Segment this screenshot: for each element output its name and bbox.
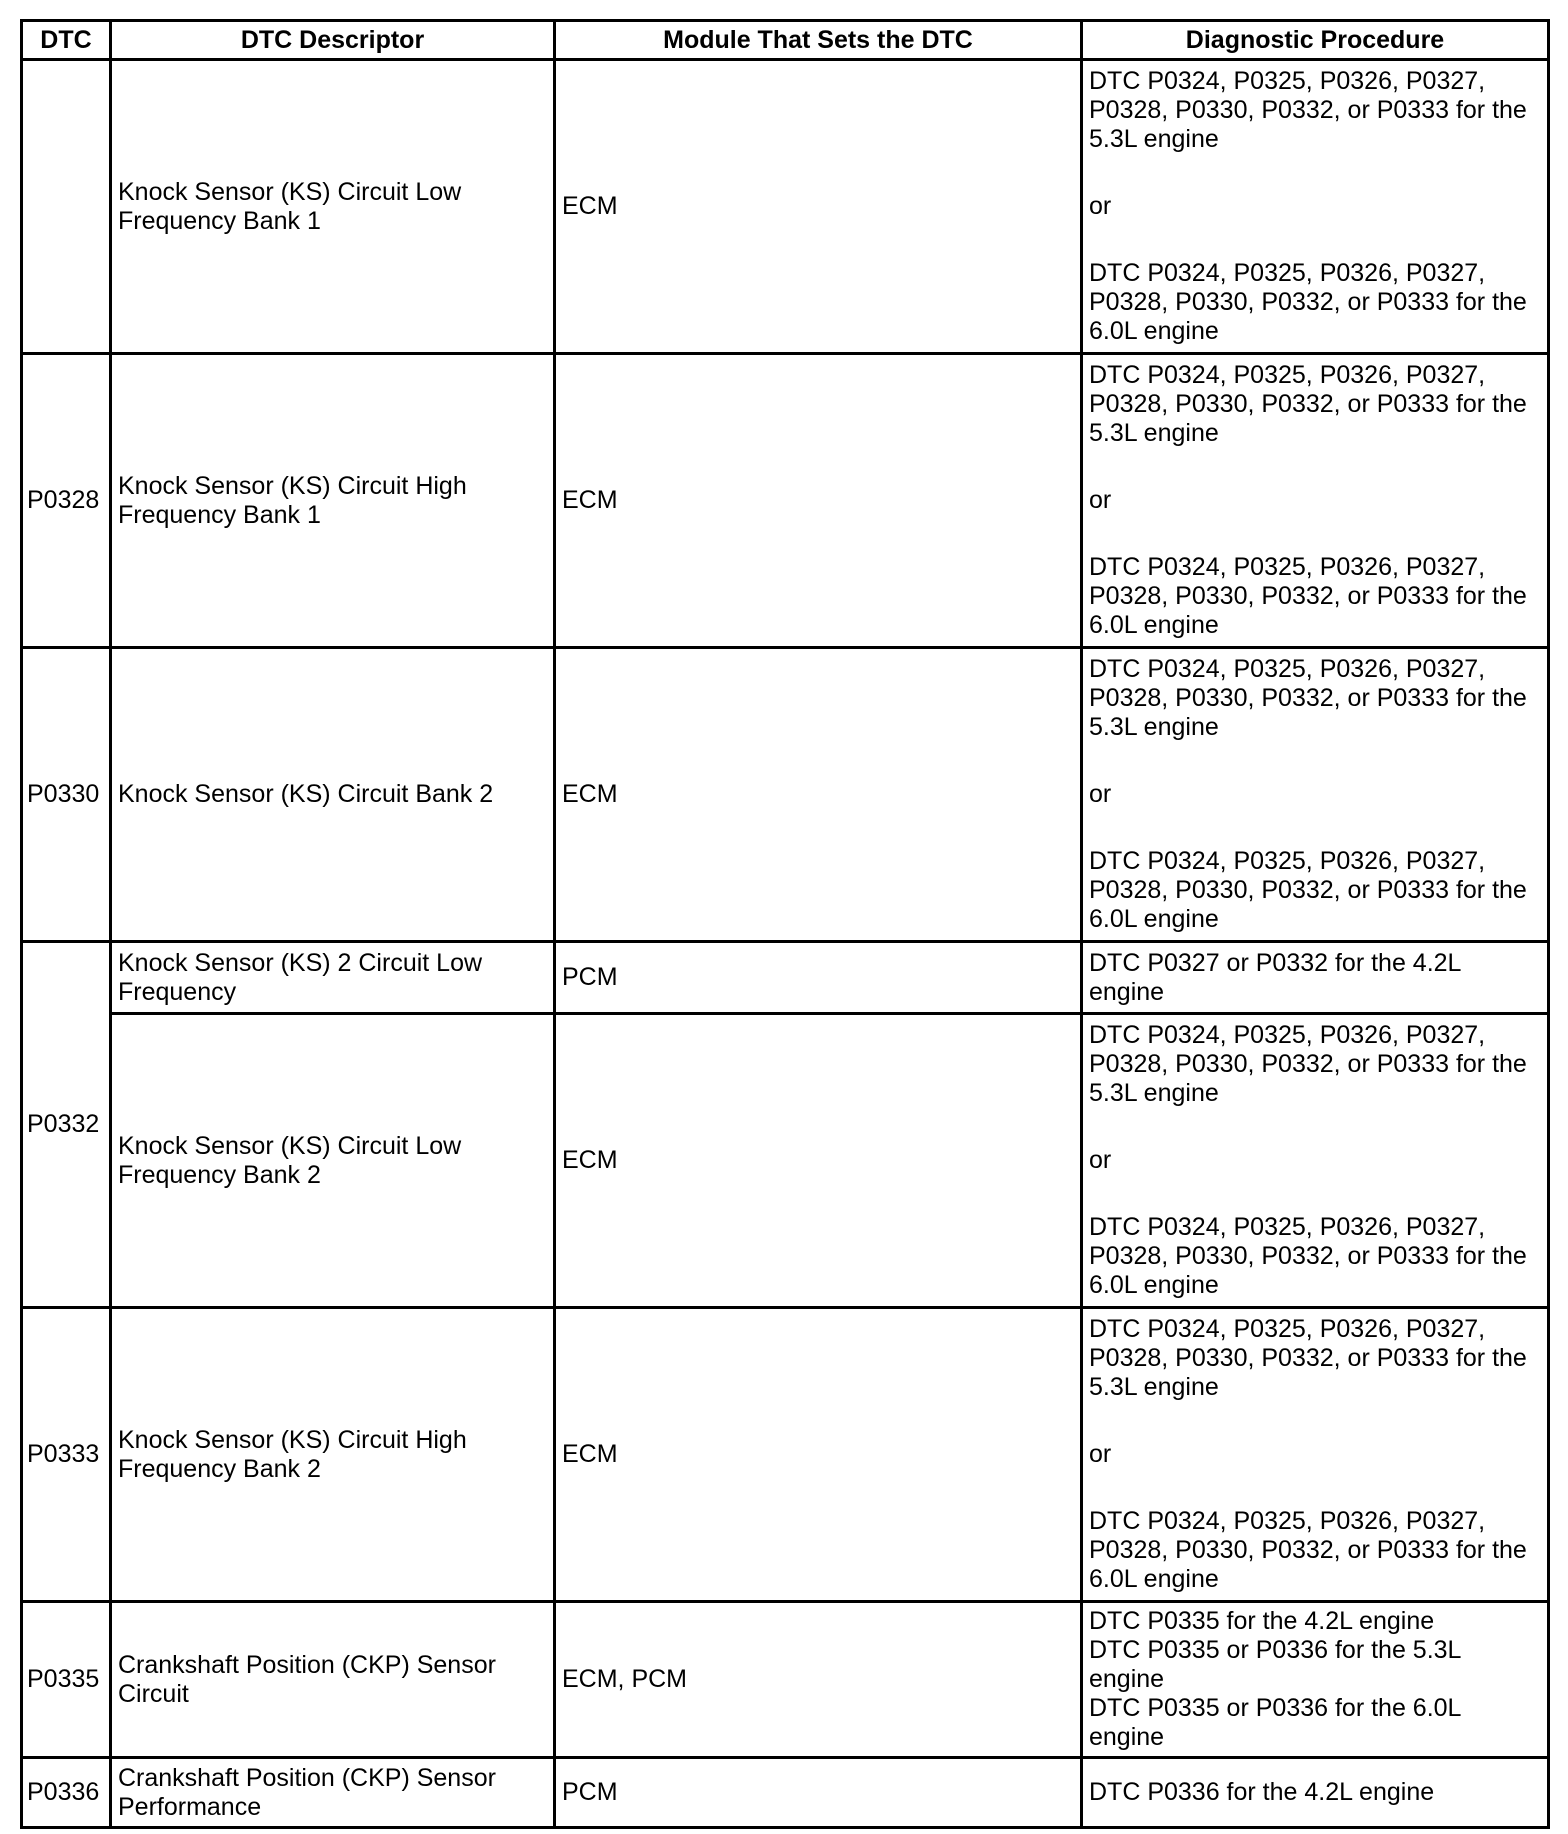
dtc-table bbox=[20, 19, 1550, 1829]
procedure-option-6-0l: DTC P0324, P0325, P0326, P0327, P0328, P0330, P0332, or P0333 for the 6.0L engine bbox=[1089, 259, 1527, 345]
procedure-list-item: DTC P0335 for the 4.2L engine bbox=[1089, 1607, 1435, 1635]
diagnostic-procedure bbox=[1082, 1308, 1549, 1602]
procedure-option-6-0l: DTC P0324, P0325, P0326, P0327, P0328, P0330, P0332, or P0333 for the 6.0L engine bbox=[1089, 1213, 1527, 1299]
dtc-module: PCM bbox=[555, 1758, 1082, 1828]
procedure-option-6-0l: DTC P0324, P0325, P0326, P0327, P0328, P0330, P0332, or P0333 for the 6.0L engine bbox=[1089, 553, 1527, 639]
dtc-descriptor: Knock Sensor (KS) Circuit High Frequency Bank 2 bbox=[111, 1308, 555, 1602]
header-procedure: Diagnostic Procedure bbox=[1082, 21, 1549, 60]
procedure-option-5-3l: DTC P0324, P0325, P0326, P0327, P0328, P0330, P0332, or P0333 for the 5.3L engine bbox=[1089, 361, 1527, 447]
dtc-code: P0335 bbox=[22, 1602, 111, 1758]
dtc-code bbox=[22, 60, 111, 354]
dtc-descriptor: Knock Sensor (KS) 2 Circuit Low Frequency bbox=[111, 942, 555, 1014]
table-row bbox=[22, 1602, 1549, 1758]
procedure-list-item: DTC P0335 or P0336 for the 6.0L engine bbox=[1089, 1694, 1461, 1751]
dtc-code: P0328 bbox=[22, 354, 111, 648]
procedure-option-5-3l: DTC P0324, P0325, P0326, P0327, P0328, P0330, P0332, or P0333 for the 5.3L engine bbox=[1089, 67, 1527, 153]
header-module: Module That Sets the DTC bbox=[555, 21, 1082, 60]
dtc-code: P0336 bbox=[22, 1758, 111, 1828]
dtc-module: ECM bbox=[555, 354, 1082, 648]
dtc-code: P0330 bbox=[22, 648, 111, 942]
dtc-module: ECM bbox=[555, 648, 1082, 942]
dtc-module: ECM bbox=[555, 1308, 1082, 1602]
procedure-or: or bbox=[1089, 192, 1112, 220]
diagnostic-procedure: DTC P0327 or P0332 for the 4.2L engine bbox=[1082, 942, 1549, 1014]
table-row bbox=[22, 942, 1549, 1014]
dtc-descriptor: Crankshaft Position (CKP) Sensor Circuit bbox=[111, 1602, 555, 1758]
procedure-option-5-3l: DTC P0324, P0325, P0326, P0327, P0328, P0330, P0332, or P0333 for the 5.3L engine bbox=[1089, 1021, 1527, 1107]
dtc-module: ECM, PCM bbox=[555, 1602, 1082, 1758]
procedure-list-item: DTC P0335 or P0336 for the 5.3L engine bbox=[1089, 1636, 1461, 1693]
dtc-code: P0332 bbox=[22, 942, 111, 1308]
procedure-or: or bbox=[1089, 1146, 1112, 1174]
dtc-descriptor: Knock Sensor (KS) Circuit Low Frequency Bank 1 bbox=[111, 60, 555, 354]
header-dtc: DTC bbox=[22, 21, 111, 60]
table-row bbox=[22, 1014, 1549, 1308]
dtc-descriptor: Knock Sensor (KS) Circuit Bank 2 bbox=[111, 648, 555, 942]
procedure-option-6-0l: DTC P0324, P0325, P0326, P0327, P0328, P0330, P0332, or P0333 for the 6.0L engine bbox=[1089, 1507, 1527, 1593]
dtc-code: P0333 bbox=[22, 1308, 111, 1602]
procedure-or: or bbox=[1089, 1440, 1112, 1468]
diagnostic-procedure bbox=[1082, 354, 1549, 648]
dtc-descriptor: Knock Sensor (KS) Circuit Low Frequency Bank 2 bbox=[111, 1014, 555, 1308]
table-row bbox=[22, 1308, 1549, 1602]
diagnostic-procedure bbox=[1082, 648, 1549, 942]
procedure-option-5-3l: DTC P0324, P0325, P0326, P0327, P0328, P0330, P0332, or P0333 for the 5.3L engine bbox=[1089, 655, 1527, 741]
table-row bbox=[22, 60, 1549, 354]
procedure-option-5-3l: DTC P0324, P0325, P0326, P0327, P0328, P0330, P0332, or P0333 for the 5.3L engine bbox=[1089, 1315, 1527, 1401]
diagnostic-procedure bbox=[1082, 1014, 1549, 1308]
diagnostic-procedure bbox=[1082, 1602, 1549, 1758]
header-row bbox=[22, 21, 1549, 60]
table-row bbox=[22, 648, 1549, 942]
dtc-descriptor: Crankshaft Position (CKP) Sensor Performance bbox=[111, 1758, 555, 1828]
table-row bbox=[22, 1758, 1549, 1828]
dtc-module: ECM bbox=[555, 60, 1082, 354]
procedure-or: or bbox=[1089, 486, 1112, 514]
header-descriptor: DTC Descriptor bbox=[111, 21, 555, 60]
procedure-or: or bbox=[1089, 780, 1112, 808]
dtc-module: ECM bbox=[555, 1014, 1082, 1308]
dtc-module: PCM bbox=[555, 942, 1082, 1014]
diagnostic-procedure bbox=[1082, 60, 1549, 354]
diagnostic-procedure: DTC P0336 for the 4.2L engine bbox=[1082, 1758, 1549, 1828]
procedure-option-6-0l: DTC P0324, P0325, P0326, P0327, P0328, P0330, P0332, or P0333 for the 6.0L engine bbox=[1089, 847, 1527, 933]
table-row bbox=[22, 354, 1549, 648]
dtc-descriptor: Knock Sensor (KS) Circuit High Frequency Bank 1 bbox=[111, 354, 555, 648]
